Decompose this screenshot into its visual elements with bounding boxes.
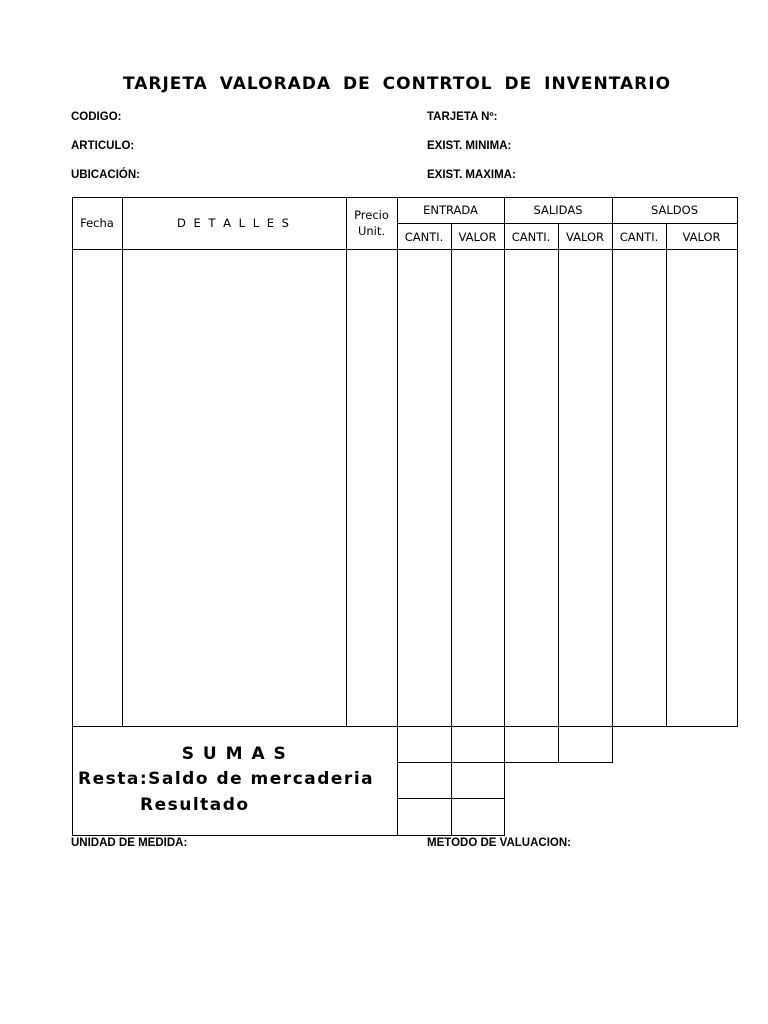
salidas-valor-header: VALOR: [565, 230, 605, 244]
group-header-divider: [397, 223, 738, 224]
entrada-canti-header: CANTI.: [404, 230, 444, 244]
saldos-canti-divider: [666, 223, 667, 727]
table-right-border: [737, 197, 738, 727]
unidad-medida-label: UNIDAD DE MEDIDA:: [71, 837, 188, 849]
exist-minima-label: EXIST. MINIMA:: [427, 140, 512, 152]
resta-label: Resta:Saldo de mercaderia: [78, 769, 375, 789]
detalles-column-divider: [346, 197, 347, 727]
entrada-header: ENTRADA: [423, 203, 478, 217]
exist-maxima-label: EXIST. MAXIMA:: [427, 169, 516, 181]
ubicacion-label: UBICACIÓN:: [71, 169, 140, 181]
summary-bottom-border: [72, 835, 505, 836]
salidas-group-divider: [612, 197, 613, 763]
articulo-label: ARTICULO:: [71, 140, 135, 152]
metodo-valuacion-label: METODO DE VALUACION:: [427, 837, 571, 849]
sumas-row-bottom: [397, 762, 613, 763]
table-top-border: [72, 197, 738, 198]
salidas-canti-divider: [558, 223, 559, 763]
resultado-label: Resultado: [140, 795, 250, 815]
header-bottom-border: [72, 249, 738, 250]
saldos-header: SALDOS: [651, 203, 698, 217]
entrada-canti-divider: [451, 223, 452, 836]
entrada-valor-header: VALOR: [458, 230, 497, 244]
salidas-canti-header: CANTI.: [511, 230, 551, 244]
salidas-header: SALIDAS: [533, 203, 583, 217]
fecha-column-divider: [122, 197, 123, 727]
codigo-label: CODIGO:: [71, 111, 122, 123]
sumas-label: S U M A S: [181, 744, 288, 764]
saldos-canti-header: CANTI.: [619, 230, 659, 244]
precio-header-line1: Precio: [354, 208, 389, 222]
body-bottom-border: [72, 726, 738, 727]
table-left-border: [72, 197, 73, 836]
precio-header-line2: Unit.: [357, 224, 386, 238]
saldos-valor-header: VALOR: [682, 230, 721, 244]
document-title: TARJETA VALORADA DE CONTRTOL DE INVENTARIO: [122, 74, 672, 94]
precio-column-divider: [397, 197, 398, 836]
resta-row-bottom: [397, 798, 505, 799]
fecha-header: Fecha: [80, 216, 114, 230]
tarjeta-numero-label: TARJETA Nº:: [427, 111, 498, 123]
detalles-header: D E T A L L E S: [177, 216, 291, 230]
entrada-group-divider: [504, 197, 505, 836]
